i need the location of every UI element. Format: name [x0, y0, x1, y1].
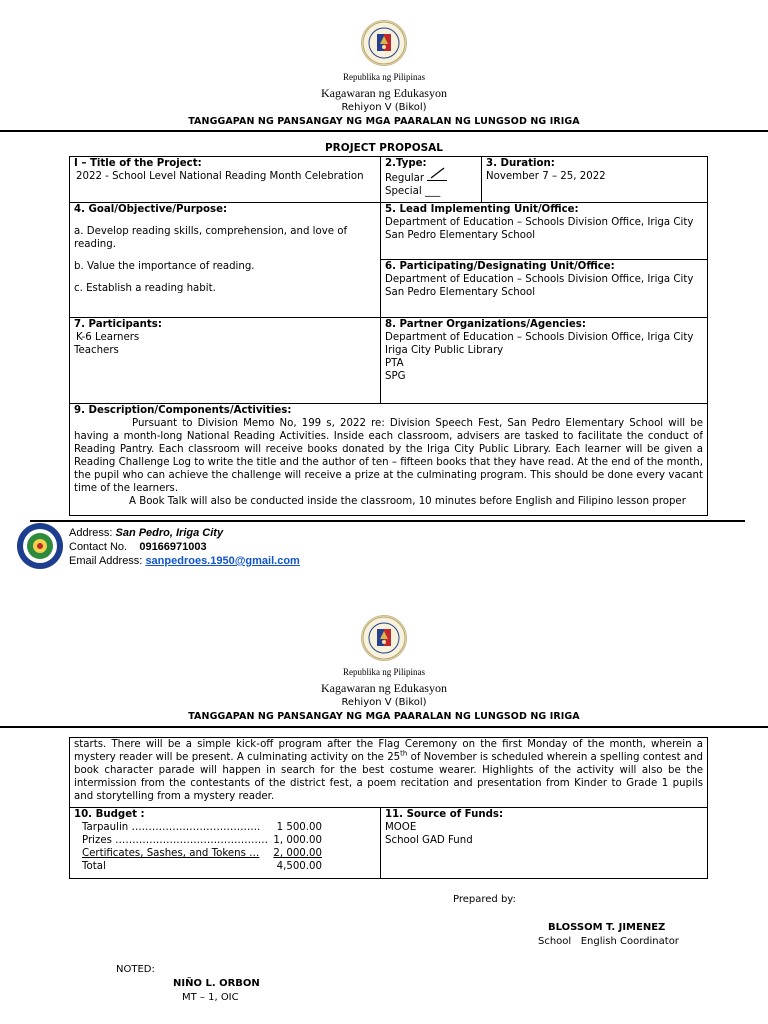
- participating-line1: Department of Education – Schools Division Office, Iriga City: [385, 274, 694, 285]
- doc-title: PROJECT PROPOSAL: [324, 142, 444, 154]
- budget-item-label: Tarpaulin ………………………………..: [82, 822, 261, 833]
- partners-line3: PTA: [385, 358, 404, 369]
- deped-seal: [361, 20, 407, 66]
- footer-divider: [30, 520, 745, 522]
- school-seal: [16, 522, 64, 570]
- partners-line1: Department of Education – Schools Division Office, Iriga City: [385, 332, 694, 343]
- header-divider: [0, 130, 768, 132]
- noted-label: NOTED:: [116, 964, 155, 975]
- header-region: Rehiyon V (Bikol): [341, 102, 427, 113]
- budget-total-amount: 4,500.00: [276, 861, 322, 872]
- cell-description-cont: [70, 738, 708, 808]
- contact-label: Contact No.: [69, 541, 128, 553]
- title-value: 2022 - School Level National Reading Month Celebration: [76, 171, 364, 182]
- budget-item-label: Certificates, Sashes, and Tokens …: [82, 848, 260, 859]
- header-department-page2: Kagawaran ng Edukasyon: [321, 681, 447, 695]
- participants-line2: Teachers: [74, 345, 119, 356]
- goal-heading: 4. Goal/Objective/Purpose:: [74, 204, 228, 215]
- duration-value: November 7 – 25, 2022: [486, 171, 606, 182]
- funds-line1: MOOE: [385, 822, 417, 833]
- budget-item-label: Prizes ………………………………………: [82, 835, 268, 846]
- prepared-by-label: Prepared by:: [453, 894, 516, 905]
- row-goal-lead: [70, 203, 708, 260]
- deped-seal-page2: [361, 615, 407, 661]
- lead-line1: Department of Education – Schools Division Office, Iriga City: [385, 217, 694, 228]
- header-republic: Republika ng Pilipinas: [343, 72, 425, 82]
- cell-type: [381, 157, 482, 203]
- goal-item-a: a. Develop reading skills, comprehension, and love of reading.: [74, 226, 348, 250]
- budget-item-amount: 1, 000.00: [273, 835, 322, 846]
- budget-total-label: Total: [82, 861, 106, 872]
- row-title: [70, 157, 708, 203]
- budget-item: [82, 821, 322, 834]
- budget-item: [82, 847, 322, 860]
- participating-heading: 6. Participating/Designating Unit/Office:: [385, 261, 615, 272]
- budget-total: [82, 860, 322, 873]
- partners-line4: SPG: [385, 371, 406, 382]
- cell-budget: [70, 808, 381, 879]
- goal-item-b: b. Value the importance of reading.: [74, 261, 255, 272]
- duration-heading: 3. Duration:: [486, 158, 555, 169]
- cell-duration: [482, 157, 708, 203]
- row-budget: [70, 808, 708, 879]
- footer-contact: [69, 526, 300, 568]
- goal-item-c: c. Establish a reading habit.: [74, 283, 216, 294]
- preparer-title: School English Coordinator: [538, 936, 679, 947]
- description-para1: Pursuant to Division Memo No, 199 s, 2022 re: Division Speech Fest, San Pedro Elementary School will be having a month-long National Reading Activities. Inside each classroom, advisers are tasked to facilitate the conduct of Reading Pantry. Each classroom will receive books donated by the Iriga City Public Library. Each learner will be given a Reading Challenge Log to write the title and the author of ten – fifteen books that they have read. At the end of the month, the pupil who can achieve the challenge will receive a prize at the culminating program. This should be done every vacant time of the learners.: [74, 418, 703, 494]
- cell-funds: [381, 808, 708, 879]
- email-link[interactable]: sanpedroes.1950@gmail.com: [145, 555, 300, 567]
- funds-heading: 11. Source of Funds:: [385, 809, 504, 820]
- cell-title: [70, 157, 381, 203]
- cell-partners: [381, 318, 708, 404]
- participants-heading: 7. Participants:: [74, 319, 162, 330]
- contact-line: [69, 540, 300, 554]
- header-region-page2: Rehiyon V (Bikol): [341, 697, 427, 708]
- type-special: Special ___: [385, 186, 441, 197]
- type-regular: Regular: [385, 173, 425, 184]
- noter-name: NIÑO L. ORBON: [173, 978, 260, 989]
- budget-item-amount: 1 500.00: [276, 822, 322, 833]
- lead-heading: 5. Lead Implementing Unit/Office:: [385, 204, 579, 215]
- cell-description: [70, 404, 708, 516]
- email-label: Email Address:: [69, 555, 143, 567]
- header-republic-page2: Republika ng Pilipinas: [343, 667, 425, 677]
- funds-line2: School GAD Fund: [385, 835, 473, 846]
- header-office-page2: TANGGAPAN NG PANSANGAY NG MGA PAARALAN NG LUNGSOD NG IRIGA: [188, 711, 580, 722]
- budget-heading: 10. Budget :: [74, 809, 145, 820]
- address-line: [69, 526, 300, 540]
- description-para2-a: starts. There will be a simple kick-off program after the Flag Ceremony on the first Monday of the month, wherein a mystery reader will be present. A culminating activity on the 25: [74, 739, 704, 763]
- header-office: TANGGAPAN NG PANSANGAY NG MGA PAARALAN NG LUNGSOD NG IRIGA: [188, 116, 580, 127]
- description-heading: 9. Description/Components/Activities:: [74, 405, 292, 416]
- lead-line2: San Pedro Elementary School: [385, 230, 536, 241]
- address-value: San Pedro, Iriga City: [115, 527, 224, 539]
- partners-line2: Iriga City Public Library: [385, 345, 504, 356]
- address-label: Address:: [69, 527, 113, 539]
- noter-title: MT – 1, OIC: [182, 992, 239, 1003]
- row-description-cont: [70, 738, 708, 808]
- participating-line2: San Pedro Elementary School: [385, 287, 536, 298]
- description-para2-sup: th: [400, 749, 408, 758]
- budget-item-amount: 2, 000.00: [273, 848, 322, 859]
- proposal-table: [69, 156, 708, 516]
- row-description: [70, 404, 708, 516]
- title-heading: I – Title of the Project:: [74, 158, 202, 169]
- description-para2-b: of November is scheduled wherein a spelling contest and book character parade will happen in search for the best costume wearer. Highlights of the activity will also be the intermission from the contestants of the district fest, a poem recitation and presentation from Kinder to Grade 1 pupils and storytelling from a mystery reader.: [74, 752, 704, 802]
- cell-participating: [381, 260, 708, 318]
- email-line: [69, 554, 300, 568]
- header-department: Kagawaran ng Edukasyon: [321, 86, 447, 100]
- budget-item: [82, 834, 322, 847]
- cell-lead: [381, 203, 708, 260]
- header-divider-page2: [0, 726, 768, 728]
- type-heading: 2.Type:: [385, 158, 427, 169]
- row-participants: [70, 318, 708, 404]
- proposal-table-page2: [69, 737, 708, 879]
- contact-value: 09166971003: [139, 541, 207, 553]
- cell-goal: [70, 203, 381, 318]
- preparer-name: BLOSSOM T. JIMENEZ: [548, 922, 666, 933]
- participants-line1: K-6 Learners: [76, 332, 140, 343]
- partners-heading: 8. Partner Organizations/Agencies:: [385, 319, 586, 330]
- cell-participants: [70, 318, 381, 404]
- description-para2-start: A Book Talk will also be conducted inside the classroom, 10 minutes before English and Filipino lesson proper: [129, 496, 686, 507]
- check-mark-icon: [427, 170, 447, 181]
- type-regular-line: [385, 170, 477, 185]
